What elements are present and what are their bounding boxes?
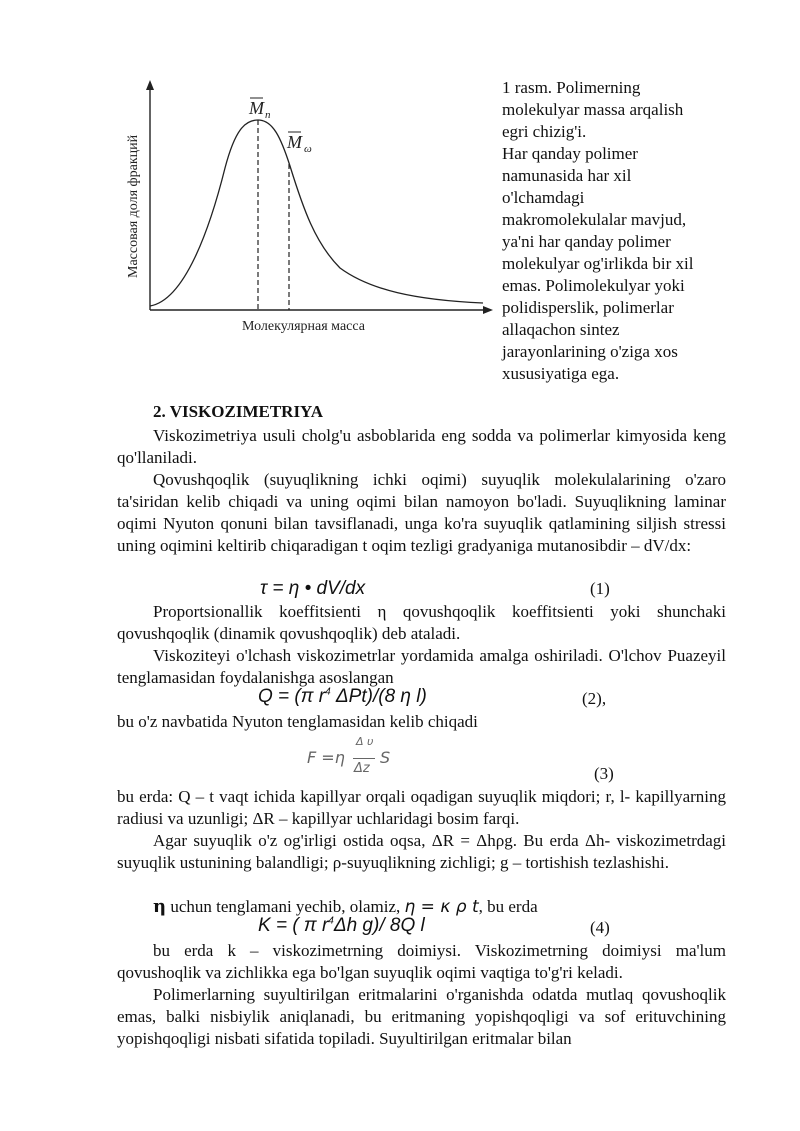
paragraph-8 xyxy=(153,896,726,918)
figure-caption xyxy=(502,77,732,385)
paragraph-6: bu erda: Q – t vaqt ichida kapillyar orqali oqadigan suyuqlik miqdori; r, l- kapillyarning radiusi va uzunligi; ΔR – kapillyar uchlaridagi bosim farqi. xyxy=(117,787,726,828)
distribution-curve xyxy=(150,120,483,306)
paragraph-9: bu erda k – viskozimetrning doimiysi. Viskozimetrning doimiysi ma'lum qovushoqlik va zichlikka ega bo'lgan suyuqlik oqimi vaqtiga to'g'ri keladi. xyxy=(117,941,726,982)
equation-2-exponent: 4 xyxy=(325,686,331,698)
equation-3-numerator: Δ υ xyxy=(356,735,374,748)
mw-subscript: ω xyxy=(304,143,312,155)
caption-line: xususiyatiga ega. xyxy=(502,364,620,383)
paragraph-8-text-a: uchun tenglamani yechib, olamiz, xyxy=(166,897,405,916)
eta-symbol: η xyxy=(153,896,167,917)
paragraph-4: Viskoziteyi o'lchash viskozimetrlar yordamida amalga oshiriladi. O'lchov Puazeyil tenglamasidan foydalanishga asoslangan xyxy=(117,646,726,687)
paragraph-7: Agar suyuqlik o'z og'irligi ostida oqsa, ΔR = Δhρg. Bu erda Δh- viskozimetrdagi suyuqlik ustunining balandligi; ρ-suyuqlikning zichligi; g – tortishish tezlashishi. xyxy=(117,831,726,872)
paragraph-8-text-b: , bu erda xyxy=(478,897,538,916)
equation-1-number: (1) xyxy=(590,579,610,598)
caption-line: egri chizig'i. xyxy=(502,122,587,141)
y-axis-label: Массовая доля фракций xyxy=(126,134,141,278)
equation-3-number: (3) xyxy=(594,764,614,783)
caption-line: Har qanday polimer xyxy=(502,144,638,163)
mn-label: M xyxy=(249,98,264,118)
y-axis-arrow xyxy=(146,80,154,90)
equation-3-denominator: Δz xyxy=(354,761,370,776)
equation-2-number: (2), xyxy=(582,689,607,708)
caption-line: ya'ni har qanday polimer xyxy=(502,232,671,251)
equation-4-part-a: K = ( π r xyxy=(258,915,329,936)
equation-4-part-b: Δh g)/ 8Q l xyxy=(333,915,425,936)
equation-4 xyxy=(258,915,425,937)
caption-line: 1 rasm. Polimerning xyxy=(502,78,641,97)
caption-line: polidisperslik, polimerlar xyxy=(502,298,674,317)
x-axis-label: Молекулярная масса xyxy=(242,319,365,334)
paragraph-2: Qovushqoqlik (suyuqlikning ichki oqimi) suyuqlik molekulalarining o'zaro ta'siridan kelib chiqadi va uning oqimi bilan namoyon bo'ladi. Suyuqlikning laminar oqimi Nyuton qonuni bilan tavsiflanadi, unga ko'ra suyuqlik qatlamining siljish stressi uning oqimini keltirib chiqaradigan t oqim tezligi gradyaniga mutanosibdir – dV/dx: xyxy=(117,470,726,555)
equation-3-rhs: S xyxy=(380,748,391,767)
caption-line: o'lchamdagi xyxy=(502,188,585,207)
molecular-mass-distribution-figure xyxy=(115,78,495,338)
paragraph-3: Proportsionallik koeffitsienti η qovushqoqlik koeffitsienti yoki shunchaki qovushqoqlik (dinamik qovushqoqlik) deb ataladi. xyxy=(117,602,726,643)
paragraph-10: Polimerlarning suyultirilgan eritmalarini o'rganishda odatda mutlaq qovushoqlik emas, balki nisbiylik aniqlanadi, bu eritmaning yopishqoqligi va sof erituvchining yopishqoqligi nisbati sifatida topiladi. Suyultirilgan eritmalar bilan xyxy=(117,985,726,1048)
mw-label: M xyxy=(287,132,302,152)
equation-4-number: (4) xyxy=(590,918,610,937)
inline-formula: η = κ ρ t xyxy=(404,897,479,917)
caption-line: jarayonlarining o'ziga xos xyxy=(502,342,678,361)
caption-line: molekulyar massa arqalish xyxy=(502,100,684,119)
equation-2-part-a: Q = (π r xyxy=(258,686,326,707)
equation-4-exponent: 4 xyxy=(328,915,334,927)
equation-3-fraction-bar xyxy=(353,758,375,759)
equation-2 xyxy=(258,686,427,708)
equation-3 xyxy=(307,735,417,781)
equation-3-lhs: F =η xyxy=(307,748,345,767)
paragraph-5: bu o'z navbatida Nyuton tenglamasidan kelib chiqadi xyxy=(117,712,478,731)
caption-line: allaqachon sintez xyxy=(502,320,620,339)
equation-1: τ = η • dV/dx xyxy=(260,578,366,599)
caption-line: molekulyar og'irlikda bir xil xyxy=(502,254,694,273)
caption-line: emas. Polimolekulyar yoki xyxy=(502,276,685,295)
equation-2-part-b: ΔPt)/(8 η l) xyxy=(330,686,427,707)
paragraph-1: Viskozimetriya usuli cholg'u asboblarida eng sodda va polimerlar kimyosida keng qo'llaniladi. xyxy=(117,426,726,467)
section-heading: 2. VISKOZIMETRIYA xyxy=(153,402,324,421)
x-axis-arrow xyxy=(483,306,493,314)
caption-line: makromolekulalar mavjud, xyxy=(502,210,687,229)
mn-subscript: n xyxy=(265,109,271,121)
caption-line: namunasida har xil xyxy=(502,166,632,185)
